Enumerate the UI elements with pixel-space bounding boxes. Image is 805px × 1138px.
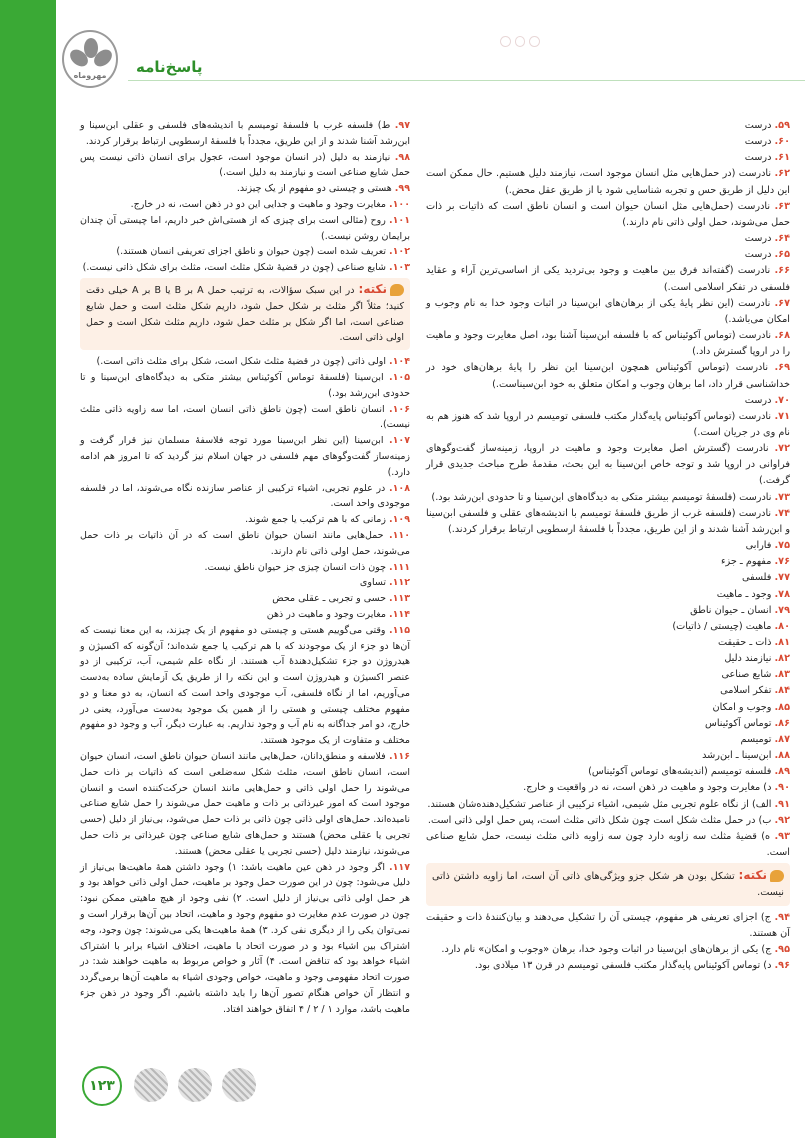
- answer-item: [426, 506, 790, 538]
- answer-number: ۹۵.: [774, 943, 790, 955]
- answer-item: [80, 402, 410, 434]
- answer-number: ۷۷.: [774, 572, 790, 584]
- answer-number: ۸۶.: [774, 717, 790, 729]
- answer-number: ۷۸.: [774, 588, 790, 600]
- answer-text: روح (مثالی است برای چیزی که از هستی‌اش خبر داریم، اما چیستی آن چندان برایمان روشن نیست.): [80, 214, 410, 242]
- answer-text: ه) قضیهٔ مثلث سه زاویه دارد چون سه زاویه ذاتی مثلث نیست، حمل شایع صناعی است.: [426, 830, 790, 859]
- answer-item: [80, 370, 410, 402]
- answer-number: ۸۷.: [774, 733, 790, 745]
- answer-text: نادرست (توماس آکوئیناس همچون ابن‌سینا این نظر را پایهٔ برهان‌های خود در خداشناسی قرار داد، اما برهان وجوب و امکان متعلق به خود ابن‌سیناست.): [426, 362, 790, 390]
- answer-text: فلاسفه و منطق‌دانان، حمل‌هایی مانند انسان حیوان ناطق است، انسان حیوان است، انسان ناطق است، مثلث شکل سه‌ضلعی است که ذاتیات بر ذات حمل می‌شوند را حمل اولی ذاتی و حمل‌هایی مانند انسان حرکت‌کننده است و انسان موجود است که امور غیرذاتی بر ذات و ماهیت حمل می‌شوند را حمل شایع صناعی نامیده‌اند. حمل‌های اولی ذاتی چون ذاتی بر ذات حمل می‌شود، بی‌نیاز از دلیل (حسی تجربی یا عقلی محض) هستند و حمل‌های شایع صناعی چون غیرذاتی بر ذات حمل می‌شوند، نیازمند دلیل (حسی تجربی یا عقلی محض) هستند.: [80, 751, 410, 857]
- answer-text: ط) فلسفه غرب با فلسفهٔ تومیسم با اندیشه‌های فلسفی و عقلی ابن‌سینا و ابن‌رشد آشنا شدند و از این طریق، مجدداً با فلسفهٔ ارسطویی ارتباط برقرار کردند.: [80, 120, 410, 147]
- answer-number: ۹۳.: [774, 830, 790, 842]
- answer-item: [426, 328, 790, 360]
- answer-number: ۸۹.: [774, 766, 790, 778]
- answer-item: [426, 797, 790, 813]
- answer-item: [426, 716, 790, 732]
- answer-text: نادرست (فلسفهٔ تومیسم بیشتر متکی به دیدگاه‌های ابن‌سینا و تا حدودی ابن‌رشد بود.): [431, 491, 775, 503]
- answer-item: [426, 732, 790, 748]
- answer-text: درست: [744, 152, 775, 164]
- answer-column-left: [80, 118, 410, 1018]
- answer-number: ۱۱۰.: [388, 529, 410, 541]
- answer-item: [426, 619, 790, 635]
- answer-item: [426, 764, 790, 780]
- answer-text: نادرست (حمل‌هایی مثل انسان حیوان است و انسان ناطق است که ذاتیات بر ذات حمل می‌شوند، حمل اولی ذاتی نام دارند.): [426, 200, 790, 228]
- answer-number: ۶۱.: [774, 152, 790, 164]
- answer-text: نادرست (توماس آکوئیناس که با فلسفه ابن‌سینا آشنا بود، اصل مغایرت وجود و ماهیت را در اروپا گسترش داد.): [426, 330, 790, 358]
- answer-number: ۶۸.: [774, 330, 790, 342]
- answer-number: ۷۲.: [774, 443, 790, 455]
- answer-number: ۷۹.: [774, 604, 790, 616]
- answer-item: [426, 635, 790, 651]
- answer-text: ابن‌سینا (این نظر ابن‌سینا مورد توجه فلاسفهٔ مسلمان نیز قرار گرفت و زمینه‌ساز گفت‌وگوهای مهم فلسفی در جهان اسلام نیز گردید که تا امروز هم ادامه دارد.): [80, 435, 410, 478]
- answer-number: ۶۳.: [774, 200, 790, 212]
- answer-number: ۸۳.: [774, 669, 790, 681]
- page-number: ۱۲۳: [82, 1066, 122, 1106]
- answer-text: درست: [744, 120, 775, 131]
- answer-number: ۱۰۶.: [388, 403, 410, 415]
- answer-item: [426, 958, 790, 974]
- answer-item: [80, 528, 410, 560]
- answer-text: وجود ـ ماهیت: [716, 588, 775, 600]
- answer-number: ۹۴.: [774, 911, 790, 923]
- answer-text: درست: [744, 249, 775, 261]
- answer-number: ۵۹.: [774, 120, 790, 131]
- answer-number: ۷۵.: [774, 540, 790, 552]
- answer-number: ۶۶.: [774, 265, 790, 277]
- answer-number: ۶۰.: [774, 136, 790, 148]
- answer-number: ۸۴.: [774, 685, 790, 697]
- answer-number: ۷۴.: [774, 507, 790, 519]
- note-box: [80, 278, 410, 350]
- note-label: نکته:: [358, 281, 387, 296]
- answer-text: اگر وجود در ذهن عین ماهیت باشد: ۱) وجود داشتن همهٔ ماهیت‌ها بی‌نیاز از دلیل می‌شود: چون در این صورت حمل وجود بر ماهیت، حمل اولی ذاتی خواهد بود و هر حمل اولی ذاتی بی‌نیاز از دلیل است. ۲) نفی وجود از هیچ ماهیتی ممکن نبود: چون در صورت عدم مغایرت دو مفهوم وجود و ماهیت، اتحاد بین آن‌ها برقرار است و نمی‌توان یکی را از دیگری نفی کرد. ۳) همهٔ ماهیت‌ها یکی می‌شوند: چون وجود، وجه اشتراک بین اشیاء بود و در صورت اتحاد با ماهیت، اختلاف اشیاء برابر با اشتراک اشیاء خواهد بود که تناقض است. ۴) آثار و خواص مربوط به ماهیت خواهند شد: در صورت اتحاد مفهومی وجود و ماهیت، خواص وجودی اشیاء به ماهیت آن‌ها برمی‌گردد و انتظار آن خواص هنگام تصور آن‌ها را باید داشته باشیم. اگر وجود در ذهن جزء ماهیت باشد، موارد ۱ / ۲ / ۴ اتفاق خواهند افتاد.: [80, 861, 410, 1015]
- answer-item: [426, 570, 790, 586]
- answer-text: درست: [744, 394, 775, 406]
- answer-number: ۸۲.: [774, 653, 790, 665]
- answer-number: ۸۱.: [774, 637, 790, 648]
- answer-item: [426, 199, 790, 231]
- answer-text: نادرست (گفته‌اند فرق بین ماهیت و وجود بی‌تردید یکی از اساسی‌ترین آراء و عقاید فلسفی در تفکر اسلامی است.): [426, 265, 790, 293]
- answer-item: [426, 409, 790, 441]
- answer-column-right: [426, 118, 790, 974]
- header-divider: [128, 80, 805, 81]
- answer-text: چون ذات انسان چیزی جز حیوان ناطق نیست.: [204, 561, 389, 573]
- answer-item: [80, 181, 410, 197]
- answer-number: ۱۱۵.: [388, 624, 410, 636]
- decorative-circle: [134, 1068, 168, 1102]
- publisher-brand-text: مهروماه: [73, 71, 107, 80]
- answer-text: مغایرت وجود و ماهیت در ذهن: [266, 608, 389, 620]
- answer-text: ابن‌سینا (فلسفهٔ توماس آکوئیناس بیشتر متکی به دیدگاه‌های ابن‌سینا و تا حدودی ابن‌رشد بود.): [80, 371, 410, 399]
- page-title: پاسخ‌نامه: [136, 58, 203, 76]
- answer-text: مغایرت وجود و ماهیت و جدایی این دو در ذهن است، نه در خارج.: [130, 198, 389, 210]
- answer-text: تعریف شده است (چون حیوان و ناطق اجزای تعریفی انسان هستند.): [116, 246, 389, 258]
- answer-text: هستی و چیستی دو مفهوم از یک چیزند.: [236, 183, 395, 195]
- answer-number: ۹۷.: [394, 120, 410, 131]
- answer-item: [80, 118, 410, 150]
- answer-text: نادرست (گسترش اصل مغایرت وجود و ماهیت در اروپا، زمینه‌ساز گفت‌وگوهای فراوانی در اروپا شد و توجه خاص ابن‌سینا به این بحث، مقدمهٔ طرح مباحث جدیدی قرار گرفت.): [426, 443, 790, 487]
- answer-item: [426, 441, 790, 489]
- answer-text: اولی ذاتی (چون در قضیهٔ مثلث شکل است، شکل برای مثلث ذاتی است.): [96, 356, 389, 368]
- answer-number: ۸۸.: [774, 750, 790, 762]
- answer-text: ابن‌سینا ـ ابن‌رشد: [702, 750, 775, 762]
- answer-item: [426, 538, 790, 554]
- answer-item: [426, 554, 790, 570]
- answer-number: ۶۴.: [774, 233, 790, 245]
- answer-item: [426, 780, 790, 796]
- answer-text: انسان ـ حیوان ناطق: [690, 604, 775, 616]
- answer-number: ۱۱۱.: [388, 561, 410, 573]
- answer-number: ۷۰.: [774, 394, 790, 406]
- answer-number: ۹۱.: [774, 798, 790, 810]
- answer-item: [80, 560, 410, 576]
- answer-item: [426, 603, 790, 619]
- answer-number: ۸۰.: [774, 620, 790, 632]
- answer-text: حمل‌هایی مانند انسان حیوان ناطق است که در آن ذاتیات بر ذات حمل می‌شوند، حمل اولی ذاتی نام دارند.: [80, 529, 410, 557]
- answer-text: وجوب و امکان: [712, 701, 775, 713]
- answer-item: [426, 587, 790, 603]
- answer-number: ۹۰.: [774, 782, 790, 794]
- answer-item: [80, 433, 410, 480]
- answer-text: ذات ـ حقیقت: [718, 637, 775, 648]
- answer-item: [80, 481, 410, 513]
- decorative-circle: [222, 1068, 256, 1102]
- answer-number: ۷۶.: [774, 556, 790, 568]
- answer-item: [426, 231, 790, 247]
- answer-number: ۱۰۱.: [388, 214, 410, 226]
- answer-item: [80, 591, 410, 607]
- answer-number: ۶۹.: [774, 362, 790, 374]
- answer-item: [426, 247, 790, 263]
- answer-number: ۹۸.: [394, 151, 410, 163]
- answer-text: نادرست (توماس آکوئیناس پایه‌گذار مکتب فلسفی تومیسم در اروپا شد که هنوز هم به نام وی در جریان است.): [426, 410, 790, 438]
- answer-text: زمانی که با هم ترکیب یا جمع شوند.: [245, 514, 389, 526]
- answer-text: ج) یکی از برهان‌های ابن‌سینا در اثبات وجود خدا، برهان «وجوب و امکان» نام دارد.: [441, 943, 775, 955]
- answer-text: در علوم تجربی، اشیاء ترکیبی از عناصر سازنده نگاه می‌شوند، اما در فلسفه موجودی واحد است.: [80, 482, 410, 510]
- answer-item: [80, 260, 410, 276]
- answer-item: [426, 683, 790, 699]
- answer-text: ب) در حمل مثلث شکل است چون شکل ذاتی مثلث است، پس حمل اولی ذاتی است.: [427, 814, 775, 826]
- note-label: نکته:: [738, 868, 767, 883]
- answer-item: [80, 623, 410, 749]
- answer-item: [80, 607, 410, 623]
- answer-text: نیازمند دلیل: [724, 653, 775, 665]
- answer-text: نادرست (در حمل‌هایی مثل انسان موجود است، نیازمند دلیل هستیم. حال ممکن است این دلیل از طریق حس و تجربه شناسایی شود یا از طریق عقل محض.): [426, 168, 790, 196]
- answer-text: توماس آکوئیناس: [705, 717, 775, 729]
- answer-text: حسی و تجربی ـ عقلی محض: [272, 593, 389, 605]
- answer-number: ۶۲.: [774, 168, 790, 180]
- speech-bubble-icon: [770, 870, 784, 882]
- answer-text: فارابی: [745, 540, 775, 552]
- answer-number: ۱۱۳.: [388, 593, 410, 605]
- answer-text: الف) از نگاه علوم تجربی مثل شیمی، اشیاء ترکیبی از عناصر تشکیل‌دهنده‌شان هستند.: [427, 798, 775, 810]
- answer-number: ۱۰۴.: [388, 356, 410, 368]
- answer-number: ۹۲.: [774, 814, 790, 826]
- answer-item: [80, 354, 410, 370]
- answer-number: ۱۱۶.: [388, 751, 410, 763]
- answer-number: ۱۰۳.: [388, 262, 410, 274]
- answer-item: [426, 651, 790, 667]
- answer-text: فلسفی: [741, 572, 775, 584]
- answer-item: [426, 166, 790, 198]
- answer-text: د) توماس آکوئیناس پایه‌گذار مکتب فلسفی تومیسم در قرن ۱۳ میلادی بود.: [474, 959, 775, 971]
- answer-text: مفهوم ـ جزء: [720, 556, 775, 568]
- note-box: [426, 863, 790, 905]
- answer-number: ۹۹.: [394, 183, 410, 195]
- answer-number: ۶۷.: [774, 297, 790, 309]
- answer-text: ج) اجزای تعریفی هر مفهوم، چیستی آن را تشکیل می‌دهند و بیان‌کنندهٔ ذات و حقیقت آن هستند.: [426, 911, 790, 939]
- answer-item: [426, 813, 790, 829]
- answer-item: [426, 296, 790, 328]
- answer-item: [426, 910, 790, 942]
- answer-item: [426, 748, 790, 764]
- answer-number: ۱۰۵.: [388, 371, 410, 383]
- answer-text: نیازمند به دلیل (در انسان موجود است، عجول برای انسان ذاتی نیست پس حمل شایع صناعی است و نیازمند به دلیل است.): [80, 151, 410, 179]
- answer-item: [80, 150, 410, 182]
- answer-number: ۱۰۸.: [388, 482, 410, 494]
- answer-text: تومیسم: [740, 733, 775, 745]
- answer-item: [80, 575, 410, 591]
- answer-text: وقتی می‌گوییم هستی و چیستی دو مفهوم از یک چیزند، به این معنا نیست که آن‌ها دو جزء از یک موجودند که با هم ترکیب یا جمع شده‌اند؛ آن‌گونه که اکسیژن و هیدروژن دو جزء تشکیل‌دهندهٔ آب هستند. از نگاه علم شیمی، آب، ترکیبی از دو عنصر اکسیژن و هیدروژن است و این نکته را از طریق یک آزمایش ساده به‌دست می‌آوریم، اما از نگاه فلسفی، آب موجودی واحد است که انسان، به دو معنا و دو مفهوم مختلف چیستی و هستی را از همین یک موجود به‌دست می‌آورد، یعنی در خارج، دو امر جداگانه به نام آب و وجود نداریم. به عبارت دیگر، آب و وجود دو مفهوم مختلف و متفاوت از یک موجود هستند.: [80, 624, 410, 747]
- answer-item: [80, 244, 410, 260]
- decorative-circle: [178, 1068, 212, 1102]
- speech-bubble-icon: [390, 284, 404, 296]
- answer-text: درست: [744, 136, 775, 148]
- answer-item: [80, 860, 410, 1018]
- answer-item: [426, 150, 790, 166]
- answer-text: تساوی: [359, 577, 389, 589]
- answer-item: [426, 393, 790, 409]
- green-side-strip: [0, 0, 56, 1138]
- answer-text: فلسفه تومیسم (اندیشه‌های توماس آکوئیناس): [588, 766, 775, 778]
- answer-item: [426, 134, 790, 150]
- answer-item: [426, 263, 790, 295]
- answer-item: [426, 942, 790, 958]
- answer-number: ۸۵.: [774, 701, 790, 713]
- answer-number: ۷۳.: [774, 491, 790, 503]
- answer-text: تفکر اسلامی: [720, 685, 775, 697]
- answer-item: [426, 700, 790, 716]
- answer-item: [426, 118, 790, 134]
- answer-item: [426, 360, 790, 392]
- answer-number: ۱۰۹.: [388, 514, 410, 526]
- decorative-dots: [500, 36, 540, 46]
- answer-text: شایع صناعی (چون در قضیهٔ شکل مثلث است، مثلث برای شکل ذاتی نیست.): [82, 262, 389, 274]
- answer-text: درست: [744, 233, 775, 245]
- answer-number: ۶۵.: [774, 249, 790, 261]
- answer-number: ۱۱۷.: [389, 861, 411, 873]
- answer-item: [426, 829, 790, 861]
- answer-item: [80, 749, 410, 860]
- answer-number: ۱۱۲.: [388, 577, 410, 589]
- note-text: تشکل بودن هر شکل جزو ویژگی‌های ذاتی آن است، اما زاویه داشتن ذاتی نیست.: [432, 871, 784, 899]
- answer-text: شایع صناعی: [721, 669, 775, 681]
- answer-text: نادرست (فلسفه غرب از طریق فلسفهٔ تومیسم با اندیشه‌های عقلی و فلسفی ابن‌سینا و ابن‌رشد آشنا شدند و از این طریق، مجدداً با فلسفهٔ ارسطویی ارتباط برقرار کردند.): [426, 507, 790, 535]
- note-text: در این سبک سؤالات، به ترتیب حمل A بر B یا B بر A خیلی دقت کنید؛ مثلاً اگر مثلث بر شکل حمل شود، داریم شکل مثلث است و حمل شایع صناعی است، اما اگر شکل بر مثلث حمل شود، داریم مثلث شکل است و حمل اولی ذاتی است.: [86, 284, 404, 344]
- answer-number: ۹۶.: [774, 959, 790, 971]
- answer-item: [426, 667, 790, 683]
- answer-number: ۱۰۲.: [388, 246, 410, 258]
- answer-number: ۷۱.: [774, 410, 790, 422]
- answer-number: ۱۱۴.: [388, 608, 410, 620]
- publisher-logo: [62, 30, 118, 88]
- answer-number: ۱۰۷.: [388, 435, 410, 447]
- answer-text: د) مغایرت وجود و ماهیت در ذهن است، نه در واقعیت و خارج.: [523, 782, 775, 794]
- answer-number: ۱۰۰.: [388, 198, 410, 210]
- answer-text: ماهیت (چیستی / ذاتیات): [672, 620, 775, 632]
- answer-item: [426, 490, 790, 506]
- answer-item: [80, 512, 410, 528]
- answer-item: [80, 197, 410, 213]
- answer-text: انسان ناطق است (چون ناطق ذاتی انسان است، اما سه زاویه ذاتی مثلث نیست).: [80, 403, 410, 431]
- answer-text: نادرست (این نظر پایهٔ یکی از برهان‌های ابن‌سینا در اثبات وجود خدا به نام وجوب و امکان می‌باشد.): [426, 297, 790, 325]
- answer-item: [80, 213, 410, 245]
